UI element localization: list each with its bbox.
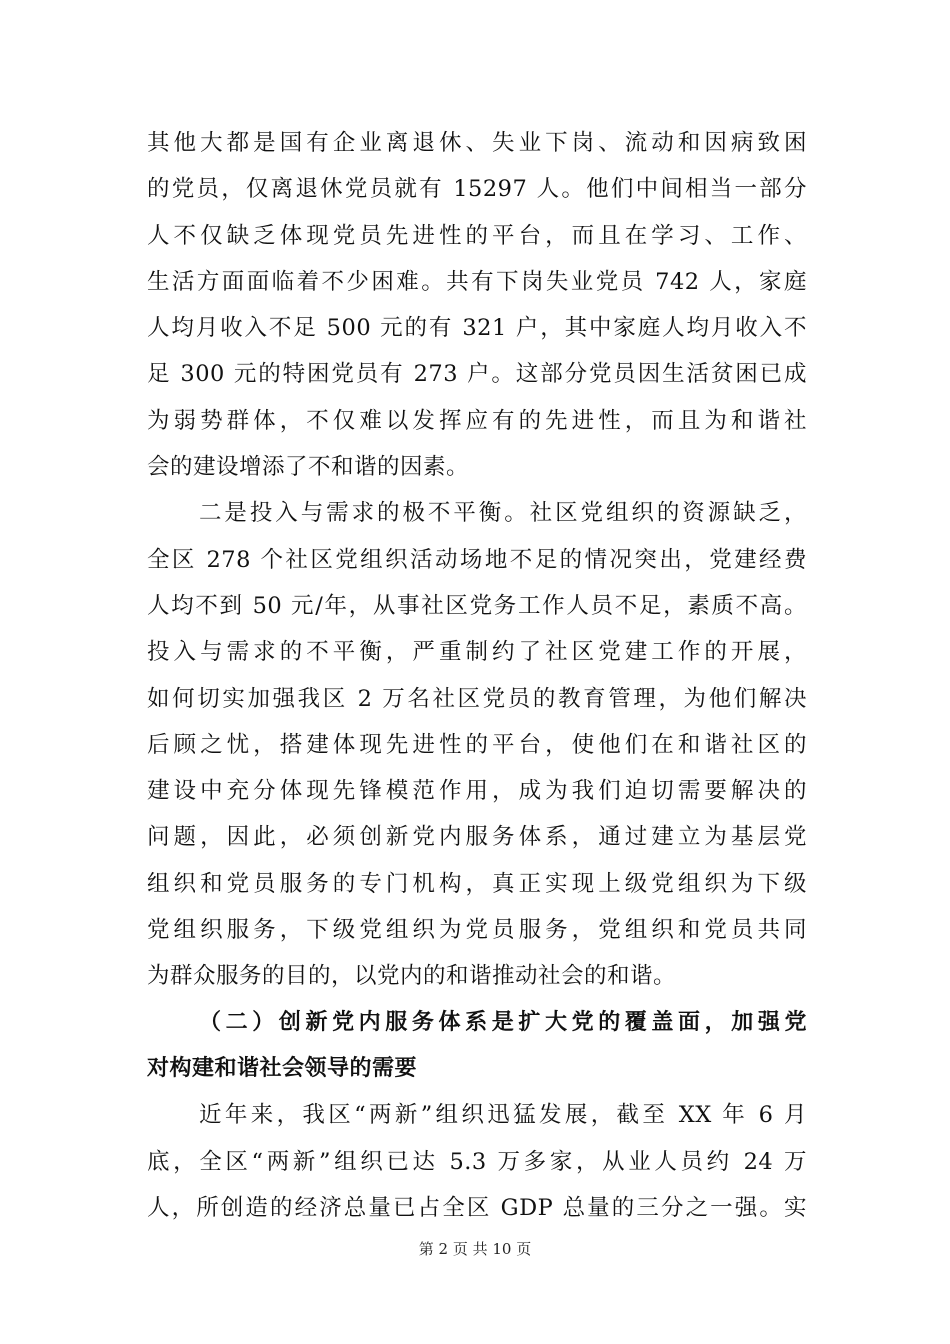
- text-line: 为弱势群体，不仅难以发挥应有的先进性，而且为和谐社: [147, 407, 807, 434]
- text-line: 后顾之忧，搭建体现先进性的平台，使他们在和谐社区的: [147, 731, 807, 758]
- text-line: 如何切实加强我区 2 万名社区党员的教育管理，为他们解决: [147, 685, 807, 712]
- text-line: 人，所创造的经济总量已占全区 GDP 总量的三分之一强。实: [147, 1194, 807, 1221]
- section-heading-continued: 对构建和谐社会领导的需要: [147, 1055, 418, 1081]
- text-line: 问题，因此，必须创新党内服务体系，通过建立为基层党: [147, 824, 807, 851]
- text-line: 人均不到 50 元/年，从事社区党务工作人员不足，素质不高。: [147, 592, 807, 619]
- text-line: 党组织服务，下级党组织为党员服务，党组织和党员共同: [147, 917, 807, 944]
- text-line: 足 300 元的特困党员有 273 户。这部分党员因生活贫困已成: [147, 361, 807, 388]
- document-body: [147, 120, 807, 1231]
- text-line: 投入与需求的不平衡，严重制约了社区党建工作的开展，: [147, 639, 807, 666]
- text-line: 的党员，仅离退休党员就有 15297 人。他们中间相当一部分: [147, 176, 807, 203]
- page-number-footer: 第 2 页 共 10 页: [418, 1240, 532, 1258]
- text-line: 建设中充分体现先锋模范作用，成为我们迫切需要解决的: [147, 778, 807, 805]
- text-line: 人不仅缺乏体现党员先进性的平台，而且在学习、工作、: [147, 222, 807, 249]
- text-line: 全区 278 个社区党组织活动场地不足的情况突出，党建经费: [147, 546, 807, 573]
- text-line: 生活方面面临着不少困难。共有下岗失业党员 742 人，家庭: [147, 268, 807, 295]
- paragraph-first-line: 二是投入与需求的极不平衡。社区党组织的资源缺乏，: [199, 500, 807, 527]
- text-line: 人均月收入不足 500 元的有 321 户，其中家庭人均月收入不: [147, 315, 807, 342]
- text-line: 会的建设增添了不和谐的因素。: [147, 454, 470, 481]
- text-line: 为群众服务的目的，以党内的和谐推动社会的和谐。: [147, 963, 677, 990]
- text-line: 底，全区“两新”组织已达 5.3 万多家，从业人员约 24 万: [147, 1148, 807, 1175]
- paragraph-first-line: 近年来，我区“两新”组织迅猛发展，截至 XX 年 6 月: [199, 1102, 807, 1129]
- section-heading: （二）创新党内服务体系是扩大党的覆盖面，加强党: [199, 1009, 807, 1035]
- text-line: 组织和党员服务的专门机构，真正实现上级党组织为下级: [147, 870, 807, 897]
- text-line: 其他大都是国有企业离退休、失业下岗、流动和因病致困: [147, 130, 807, 156]
